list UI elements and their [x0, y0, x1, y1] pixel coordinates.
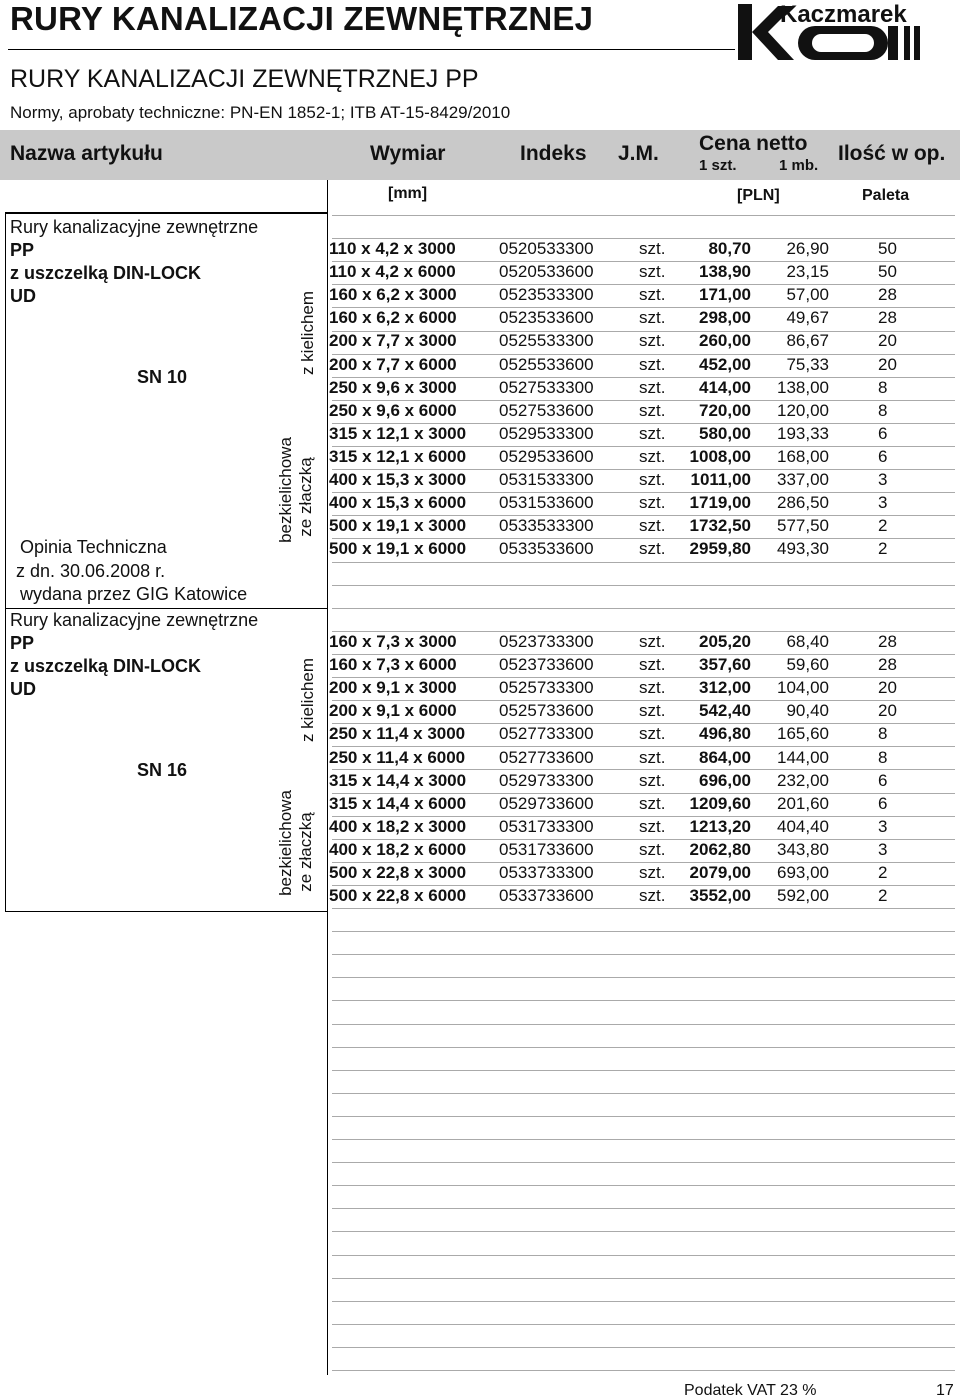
cell-dimension: 315 x 12,1 x 6000 [329, 447, 467, 466]
cell-price-piece: 1732,50 [689, 516, 751, 535]
cell-price-meter: 168,00 [777, 447, 829, 466]
row-line [332, 1070, 955, 1071]
row-line [332, 1139, 955, 1140]
cell-pallet-qty: 3 [878, 840, 888, 859]
cell-price-piece: 414,00 [699, 378, 751, 397]
cell-price-piece: 1209,60 [689, 794, 751, 813]
cell-price-piece: 1213,20 [689, 817, 751, 836]
cell-price-meter: 343,80 [777, 840, 829, 859]
cell-price-piece: 2062,80 [689, 840, 751, 859]
table-row [327, 539, 917, 562]
cell-unit: szt. [639, 262, 666, 281]
col-price-piece: 1 szt. [699, 157, 737, 174]
group1-coupler-label-1: bezkielichowa [276, 437, 295, 543]
opinion-line-2: z dn. 30.06.2008 r. [16, 561, 166, 581]
col-price-header: Cena netto [699, 132, 808, 155]
row-line [332, 1093, 955, 1094]
cell-dimension: 200 x 7,7 x 3000 [329, 331, 457, 350]
table-row [327, 331, 917, 354]
group2-sn: SN 16 [137, 760, 188, 780]
cell-price-piece: 171,00 [699, 285, 751, 304]
cell-index: 0531733600 [499, 840, 594, 859]
cell-index: 0533533300 [499, 516, 594, 535]
cell-index: 0531533300 [499, 470, 594, 489]
cell-pallet-qty: 20 [878, 355, 897, 374]
cell-index: 0523733300 [499, 632, 594, 651]
cell-dimension: 250 x 11,4 x 3000 [329, 724, 466, 743]
cell-pallet-qty: 2 [878, 886, 888, 905]
cell-unit: szt. [639, 493, 666, 512]
cell-price-piece: 3552,00 [689, 886, 751, 905]
group2-socket-label: z kielichem [298, 657, 317, 743]
cell-unit: szt. [639, 308, 666, 327]
cell-index: 0523533600 [499, 308, 594, 327]
cell-pallet-qty: 2 [878, 516, 888, 535]
cell-dimension: 250 x 9,6 x 3000 [329, 378, 457, 397]
cell-dimension: 200 x 7,7 x 6000 [329, 355, 457, 374]
cell-price-meter: 120,00 [777, 401, 829, 420]
table-row [327, 748, 917, 771]
cell-price-piece: 580,00 [699, 424, 751, 443]
col-name-header: Nazwa artykułu [10, 142, 163, 165]
cell-price-piece: 720,00 [699, 401, 751, 420]
cell-pallet-qty: 28 [878, 308, 897, 327]
row-line [332, 1370, 955, 1371]
row-line [332, 1347, 955, 1348]
group1-sn: SN 10 [137, 367, 188, 387]
cell-pallet-qty: 3 [878, 493, 888, 512]
group1-seal: z uszczelką DIN-LOCK [10, 263, 202, 283]
footer-vat: Podatek VAT 23 % [684, 1382, 817, 1399]
subtitle: RURY KANALIZACJI ZEWNĘTRZNEJ PP [10, 65, 479, 93]
cell-index: 0527733600 [499, 748, 594, 767]
cell-dimension: 200 x 9,1 x 6000 [329, 701, 457, 720]
cell-price-piece: 864,00 [699, 748, 751, 767]
group-divider [5, 608, 327, 609]
cell-pallet-qty: 6 [878, 771, 888, 790]
table-row [327, 239, 917, 262]
group1-socket-label: z kielichem [298, 290, 317, 376]
cell-price-meter: 68,40 [786, 632, 829, 651]
cell-price-meter: 90,40 [786, 701, 829, 720]
cell-index: 0529733600 [499, 794, 594, 813]
cell-price-piece: 696,00 [699, 771, 751, 790]
table-row [327, 632, 917, 655]
cell-pallet-qty: 28 [878, 285, 897, 304]
table-row [327, 840, 917, 863]
group1-title: Rury kanalizacyjne zewnętrzne [10, 217, 259, 237]
cell-price-piece: 1719,00 [689, 493, 751, 512]
table-row [327, 863, 917, 886]
cell-dimension: 400 x 15,3 x 6000 [329, 493, 467, 512]
company-logo [738, 2, 956, 62]
cell-dimension: 315 x 14,4 x 3000 [329, 771, 467, 790]
cell-price-meter: 577,50 [777, 516, 829, 535]
cell-dimension: 500 x 22,8 x 3000 [329, 863, 467, 882]
cell-unit: szt. [639, 840, 666, 859]
cell-dimension: 400 x 18,2 x 3000 [329, 817, 467, 836]
cell-index: 0525733300 [499, 678, 594, 697]
cell-dimension: 110 x 4,2 x 6000 [329, 262, 456, 281]
cell-index: 0527533300 [499, 378, 594, 397]
cell-index: 0531733300 [499, 817, 594, 836]
cell-price-piece: 452,00 [699, 355, 751, 374]
cell-pallet-qty: 3 [878, 817, 888, 836]
cell-unit: szt. [639, 886, 666, 905]
title-rule [8, 49, 735, 50]
opinion-line-1: Opinia Techniczna [20, 537, 167, 557]
table-row [327, 794, 917, 817]
cell-unit: szt. [639, 724, 666, 743]
cell-index: 0529533600 [499, 447, 594, 466]
cell-unit: szt. [639, 655, 666, 674]
cell-unit: szt. [639, 748, 666, 767]
cell-dimension: 250 x 11,4 x 6000 [329, 748, 466, 767]
table-row [327, 724, 917, 747]
cell-dimension: 500 x 19,1 x 6000 [329, 539, 467, 558]
table-row [327, 401, 917, 424]
group2-coupler-label-2: ze złaczką [296, 812, 315, 892]
cell-pallet-qty: 6 [878, 424, 888, 443]
cell-price-piece: 298,00 [699, 308, 751, 327]
cell-index: 0525533300 [499, 331, 594, 350]
cell-unit: szt. [639, 516, 666, 535]
row-line [332, 585, 955, 586]
cell-price-piece: 2079,00 [689, 863, 751, 882]
cell-dimension: 500 x 19,1 x 3000 [329, 516, 467, 535]
cell-pallet-qty: 50 [878, 262, 897, 281]
cell-dimension: 400 x 15,3 x 3000 [329, 470, 467, 489]
cell-index: 0527533600 [499, 401, 594, 420]
table-row [327, 470, 917, 493]
opinion-line-3: wydana przez GIG Katowice [20, 584, 248, 604]
row-line [332, 562, 955, 563]
cell-unit: szt. [639, 355, 666, 374]
cell-unit: szt. [639, 701, 666, 720]
table-row [327, 701, 917, 724]
cell-unit: szt. [639, 678, 666, 697]
cell-price-meter: 59,60 [786, 655, 829, 674]
table-row [327, 678, 917, 701]
cell-pallet-qty: 20 [878, 331, 897, 350]
cell-price-meter: 592,00 [777, 886, 829, 905]
cell-price-meter: 193,33 [777, 424, 829, 443]
row-line [332, 931, 955, 932]
row-line [332, 977, 955, 978]
cell-unit: szt. [639, 632, 666, 651]
table-row [327, 817, 917, 840]
cell-unit: szt. [639, 817, 666, 836]
table-row [327, 262, 917, 285]
row-line [332, 1162, 955, 1163]
cell-dimension: 315 x 14,4 x 6000 [329, 794, 467, 813]
cell-price-piece: 205,20 [699, 632, 751, 651]
cell-dimension: 160 x 6,2 x 3000 [329, 285, 457, 304]
cell-index: 0523533300 [499, 285, 594, 304]
group2-seal: z uszczelką DIN-LOCK [10, 656, 202, 676]
cell-dimension: 400 x 18,2 x 6000 [329, 840, 467, 859]
cell-price-piece: 138,90 [699, 262, 751, 281]
cell-pallet-qty: 6 [878, 447, 888, 466]
cell-pallet-qty: 6 [878, 794, 888, 813]
row-line [332, 1208, 955, 1209]
table-row [327, 493, 917, 516]
cell-pallet-qty: 8 [878, 724, 888, 743]
left-bottom-rule [5, 911, 327, 912]
row-line [332, 1324, 955, 1325]
cell-price-piece: 312,00 [699, 678, 751, 697]
cell-price-piece: 542,40 [699, 701, 751, 720]
cell-price-meter: 493,30 [777, 539, 829, 558]
group2-coupler-label-1: bezkielichowa [276, 790, 295, 896]
cell-pallet-qty: 8 [878, 401, 888, 420]
row-line [332, 608, 955, 609]
cell-unit: szt. [639, 378, 666, 397]
cell-price-meter: 75,33 [786, 355, 829, 374]
dimension-unit: [mm] [388, 185, 428, 202]
row-line [332, 215, 955, 216]
page-number: 17 [936, 1382, 954, 1399]
cell-dimension: 315 x 12,1 x 3000 [329, 424, 467, 443]
cell-pallet-qty: 20 [878, 678, 897, 697]
col-unit-header: J.M. [618, 142, 659, 165]
col-dimension-header: Wymiar [370, 142, 446, 165]
norms-line: Normy, aprobaty techniczne: PN-EN 1852-1; ITB AT-15-8429/2010 [10, 103, 511, 122]
cell-index: 0525533600 [499, 355, 594, 374]
cell-dimension: 160 x 7,3 x 6000 [329, 655, 457, 674]
cell-dimension: 160 x 6,2 x 6000 [329, 308, 457, 327]
cell-price-meter: 138,00 [777, 378, 829, 397]
table-row [327, 655, 917, 678]
cell-pallet-qty: 8 [878, 378, 888, 397]
cell-price-meter: 165,60 [777, 724, 829, 743]
cell-price-meter: 23,15 [786, 262, 829, 281]
table-row [327, 378, 917, 401]
price-unit: [PLN] [737, 187, 780, 204]
group1-coupler-label-2: ze złaczką [296, 457, 315, 537]
cell-unit: szt. [639, 470, 666, 489]
cell-unit: szt. [639, 239, 666, 258]
left-rule-2 [5, 608, 6, 912]
cell-index: 0529733300 [499, 771, 594, 790]
row-line [332, 1255, 955, 1256]
cell-pallet-qty: 2 [878, 863, 888, 882]
cell-index: 0531533600 [499, 493, 594, 512]
logo-text: Kaczmarek [780, 2, 907, 28]
col-index-header: Indeks [520, 142, 587, 165]
cell-price-meter: 49,67 [786, 308, 829, 327]
cell-price-meter: 26,90 [786, 239, 829, 258]
cell-index: 0527733300 [499, 724, 594, 743]
cell-unit: szt. [639, 863, 666, 882]
cell-index: 0520533300 [499, 239, 594, 258]
cell-pallet-qty: 28 [878, 632, 897, 651]
cell-index: 0523733600 [499, 655, 594, 674]
table-row [327, 886, 917, 909]
cell-price-meter: 104,00 [777, 678, 829, 697]
cell-price-meter: 57,00 [786, 285, 829, 304]
cell-unit: szt. [639, 447, 666, 466]
cell-index: 0529533300 [499, 424, 594, 443]
cell-index: 0533733300 [499, 863, 594, 882]
col-price-meter: 1 mb. [779, 157, 819, 174]
row-line [332, 1301, 955, 1302]
table-row [327, 447, 917, 470]
cell-unit: szt. [639, 771, 666, 790]
row-line [332, 1116, 955, 1117]
group1-material: PP [10, 240, 35, 260]
col-qty-header: Ilość w op. [838, 142, 946, 165]
cell-index: 0533533600 [499, 539, 594, 558]
row-line [332, 1047, 955, 1048]
cell-price-piece: 80,70 [708, 239, 751, 258]
page-title: RURY KANALIZACJI ZEWNĘTRZNEJ [10, 0, 594, 37]
left-top-rule [5, 212, 327, 214]
group2-type: UD [10, 679, 36, 699]
cell-unit: szt. [639, 539, 666, 558]
cell-unit: szt. [639, 285, 666, 304]
group2-title: Rury kanalizacyjne zewnętrzne [10, 610, 259, 630]
cell-index: 0520533600 [499, 262, 594, 281]
row-line [332, 1278, 955, 1279]
cell-unit: szt. [639, 331, 666, 350]
cell-dimension: 200 x 9,1 x 3000 [329, 678, 457, 697]
table-row [327, 771, 917, 794]
row-line [332, 1231, 955, 1232]
cell-price-meter: 693,00 [777, 863, 829, 882]
cell-index: 0533733600 [499, 886, 594, 905]
cell-price-meter: 232,00 [777, 771, 829, 790]
cell-price-piece: 1008,00 [689, 447, 751, 466]
cell-pallet-qty: 8 [878, 748, 888, 767]
table-row [327, 308, 917, 331]
table-row [327, 285, 917, 308]
cell-dimension: 250 x 9,6 x 6000 [329, 401, 457, 420]
cell-unit: szt. [639, 794, 666, 813]
cell-price-meter: 144,00 [777, 748, 829, 767]
cell-price-piece: 1011,00 [690, 470, 751, 489]
cell-pallet-qty: 2 [878, 539, 888, 558]
cell-price-piece: 260,00 [699, 331, 751, 350]
cell-unit: szt. [639, 424, 666, 443]
cell-price-meter: 86,67 [786, 331, 829, 350]
cell-dimension: 110 x 4,2 x 3000 [329, 239, 456, 258]
group2-material: PP [10, 633, 35, 653]
cell-unit: szt. [639, 401, 666, 420]
row-line [332, 1185, 955, 1186]
cell-index: 0525733600 [499, 701, 594, 720]
row-line [332, 1024, 955, 1025]
cell-price-meter: 337,00 [777, 470, 829, 489]
cell-pallet-qty: 50 [878, 239, 897, 258]
cell-price-meter: 201,60 [777, 794, 829, 813]
table-row [327, 424, 917, 447]
cell-price-piece: 357,60 [699, 655, 751, 674]
cell-pallet-qty: 28 [878, 655, 897, 674]
cell-price-piece: 2959,80 [689, 539, 751, 558]
cell-price-meter: 404,40 [777, 817, 829, 836]
cell-price-meter: 286,50 [777, 493, 829, 512]
cell-pallet-qty: 3 [878, 470, 888, 489]
row-line [332, 954, 955, 955]
cell-dimension: 160 x 7,3 x 3000 [329, 632, 457, 651]
qty-unit: Paleta [862, 187, 910, 204]
cell-dimension: 500 x 22,8 x 6000 [329, 886, 467, 905]
cell-price-piece: 496,80 [699, 724, 751, 743]
table-row [327, 355, 917, 378]
cell-pallet-qty: 20 [878, 701, 897, 720]
left-rule [5, 212, 6, 608]
group1-type: UD [10, 286, 36, 306]
row-line [332, 1000, 955, 1001]
table-row [327, 516, 917, 539]
